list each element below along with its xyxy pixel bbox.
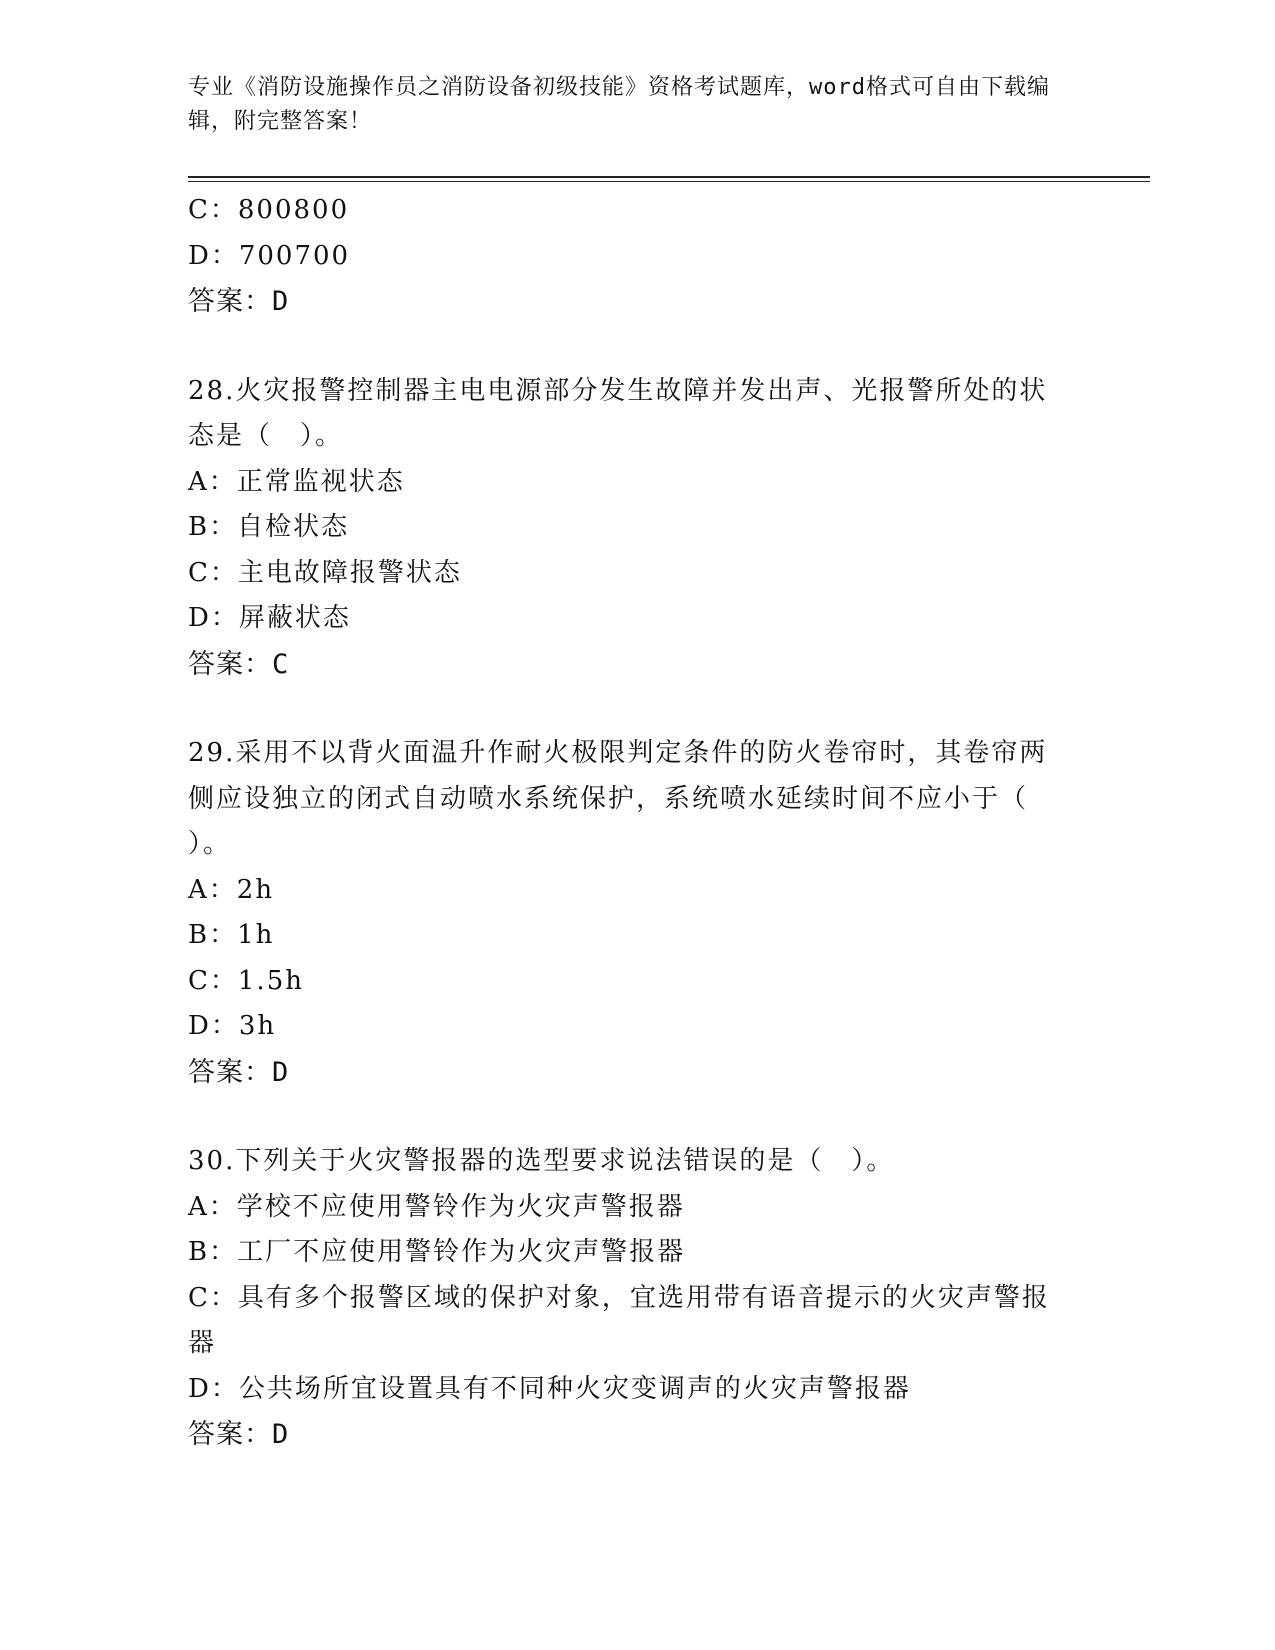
option-b: B：工厂不应使用警铃作为火灾声警报器	[188, 1237, 686, 1267]
header-divider-thin	[188, 181, 1150, 182]
option-a: A：正常监视状态	[188, 466, 405, 497]
option-c: C：主电故障报警状态	[188, 557, 462, 588]
option-c-continued: 器	[188, 1328, 217, 1358]
option-d: D：屏蔽状态	[188, 603, 351, 633]
question-stem: 29.采用不以背火面温升作耐火极限判定条件的防火卷帘时，其卷帘两	[188, 738, 1048, 768]
option-a: A：学校不应使用警铃作为火灾声警报器	[188, 1191, 685, 1222]
page-header: 专业《消防设施操作员之消防设备初级技能》资格考试题库，word格式可自由下载编辑，附完整答案！	[188, 75, 1050, 134]
question-30	[188, 1139, 1068, 1458]
option-d: D：3h	[188, 1011, 277, 1041]
answer-line: 答案：D	[188, 1419, 290, 1450]
question-stem: 30.下列关于火灾警报器的选型要求说法错误的是（ ）。	[188, 1146, 895, 1176]
question-list	[188, 188, 1068, 1458]
option-c: C：1.5h	[188, 965, 304, 996]
option-a: A：2h	[188, 874, 275, 905]
answer-line: 答案：D	[188, 1056, 290, 1088]
option-b: B：自检状态	[188, 512, 350, 542]
question-stem-continued: 侧应设独立的闭式自动喷水系统保护，系统喷水延续时间不应小于（	[188, 783, 1029, 814]
option-c: C：具有多个报警区域的保护对象，宜选用带有语音提示的火灾声警报	[188, 1282, 1050, 1313]
option-b: B：1h	[188, 920, 275, 950]
header-divider-thick	[188, 176, 1150, 178]
option-d: D：公共场所宜设置具有不同种火灾变调声的火灾声警报器	[188, 1373, 911, 1404]
answer-line: 答案：D	[188, 286, 290, 317]
question-stem-continued: 态是（ ）。	[188, 421, 344, 451]
question-29	[188, 731, 1068, 1095]
answer-line: 答案：C	[188, 648, 290, 680]
question-stem: 28.火灾报警控制器主电电源部分发生故障并发出声、光报警所处的状	[188, 375, 1048, 406]
question-stem-end: ）。	[188, 829, 232, 859]
option-d: D：700700	[188, 240, 351, 271]
question-27-tail	[188, 188, 1068, 325]
option-c: C：800800	[188, 195, 350, 225]
question-28	[188, 369, 1068, 688]
